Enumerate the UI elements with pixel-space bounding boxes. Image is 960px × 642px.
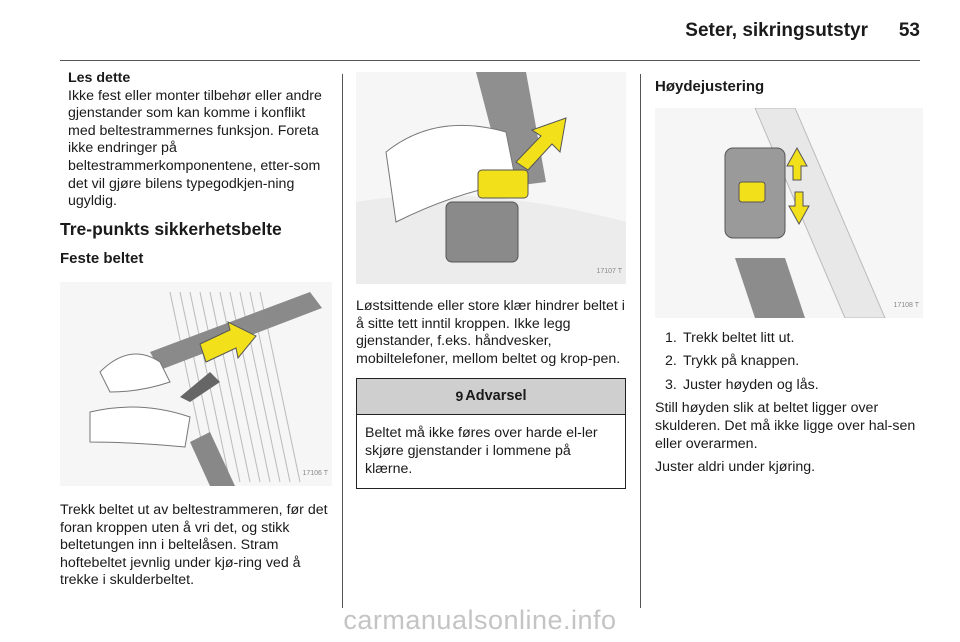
warning-header bbox=[357, 379, 625, 415]
paragraph: Still høyden slik at beltet ligger over skulderen. Det må ikke ligge over hal-sen eller overarmen. bbox=[655, 400, 916, 452]
figure-code: 17106 T bbox=[302, 470, 328, 478]
note-body: Ikke fest eller monter tilbehør eller andre gjenstander som kan komme i konflikt med beltestrammernes funksjon. Foreta ikke endringer på beltestrammerkomponentene, etter-som det vil gjøre bilens typegodkjen-ning ugyldig. bbox=[68, 87, 322, 210]
height-adjustment-illustration bbox=[655, 108, 923, 318]
page-title: Seter, sikringsutstyr bbox=[685, 20, 868, 41]
watermark: carmanualsonline.info bbox=[343, 605, 617, 635]
figure-code: 17107 T bbox=[596, 268, 622, 276]
subsection-heading: Feste beltet bbox=[60, 250, 144, 268]
page-number: 53 bbox=[898, 20, 920, 41]
column-2 bbox=[356, 68, 626, 489]
section-heading: Tre-punkts sikkerhetsbelte bbox=[60, 218, 282, 239]
list-item: 1. Trekk beltet litt ut. bbox=[665, 329, 795, 346]
figure-height-adjustment bbox=[655, 108, 923, 318]
note-title: Les dette bbox=[68, 70, 131, 86]
warning-body: Beltet må ikke føres over harde el-ler skjøre gjenstander i lommene på klærne. bbox=[365, 425, 598, 477]
fasten-belt-illustration bbox=[60, 282, 332, 486]
steps-list bbox=[655, 330, 923, 395]
figure-code: 17108 T bbox=[893, 302, 919, 309]
loose-clothing-illustration bbox=[356, 72, 626, 284]
paragraph: Løstsittende eller store klær hindrer beltet i å sitte tett inntil kroppen. Ikke legg gjenstander, f.eks. håndvesker, mobiltelefoner, mellom beltet og krop-pen. bbox=[356, 298, 625, 367]
note-box bbox=[60, 70, 332, 211]
section-heading: Høydejustering bbox=[655, 78, 765, 95]
warning-title: Advarsel bbox=[465, 388, 527, 405]
paragraph: Juster aldri under kjøring. bbox=[655, 459, 816, 476]
header-rule bbox=[60, 60, 920, 61]
figure-loose-clothing bbox=[356, 72, 626, 284]
column-1 bbox=[60, 68, 332, 590]
paragraph: Trekk beltet ut av beltestrammeren, før det foran kroppen uten å vri det, og stikk beltetungen inn i beltelåsen. Stram hoftebeltet jevnlig under kjø-ring ved å trekke i skulderbeltet. bbox=[60, 501, 328, 589]
column-3 bbox=[655, 68, 923, 477]
warning-icon: 9 bbox=[455, 388, 464, 405]
column-divider bbox=[640, 74, 641, 608]
list-item: 3. Juster høyden og lås. bbox=[665, 376, 819, 393]
warning-box bbox=[356, 378, 626, 489]
list-item: 2. Trykk på knappen. bbox=[665, 353, 800, 370]
figure-fasten-belt bbox=[60, 282, 332, 486]
column-divider bbox=[342, 74, 343, 608]
